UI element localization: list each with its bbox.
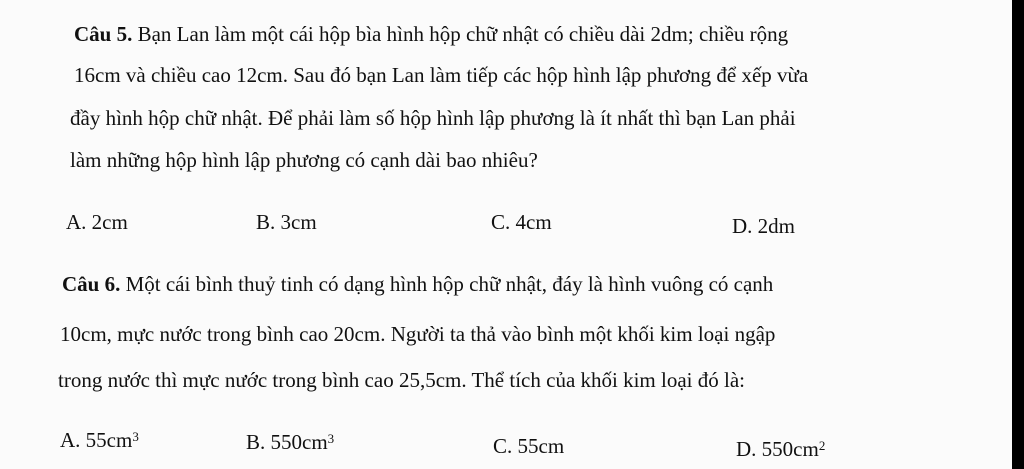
q6-option-d-sup: 2 xyxy=(818,438,826,453)
q6-option-a-sup: 3 xyxy=(132,429,139,444)
q6-option-a xyxy=(60,428,139,452)
q5-line-1 xyxy=(74,22,788,46)
q5-line-4: làm những hộp hình lập phương có cạnh dài bao nhiêu? xyxy=(70,148,538,172)
q6-option-d xyxy=(736,437,825,461)
q5-line-3: đầy hình hộp chữ nhật. Để phải làm số hộp hình lập phương là ít nhất thì bạn Lan phải xyxy=(70,106,796,130)
q5-option-b: B. 3cm xyxy=(256,210,317,234)
q6-line-2: 10cm, mực nước trong bình cao 20cm. Người ta thả vào bình một khối kim loại ngập xyxy=(60,322,776,346)
q5-option-a: A. 2cm xyxy=(66,210,128,234)
q5-label: Câu 5. xyxy=(74,22,133,46)
q6-label: Câu 6. xyxy=(62,272,121,296)
q5-option-d: D. 2dm xyxy=(732,214,795,238)
q5-line-2: 16cm và chiều cao 12cm. Sau đó bạn Lan làm tiếp các hộp hình lập phương để xếp vừa xyxy=(74,63,809,87)
q6-option-d-text: D. 550cm xyxy=(736,437,819,461)
q6-line-1 xyxy=(62,272,773,296)
q5-text-1: Bạn Lan làm một cái hộp bìa hình hộp chữ nhật có chiều dài 2dm; chiều rộng xyxy=(132,22,789,46)
q6-option-b xyxy=(246,430,334,454)
q6-text-1: Một cái bình thuỷ tinh có dạng hình hộp chữ nhật, đáy là hình vuông có cạnh xyxy=(120,272,774,296)
q5-option-c: C. 4cm xyxy=(491,210,552,234)
q6-option-a-text: A. 55cm xyxy=(60,428,133,452)
q6-option-b-text: B. 550cm xyxy=(246,430,328,454)
q6-line-3: trong nước thì mực nước trong bình cao 25,5cm. Thể tích của khối kim loại đó là: xyxy=(58,368,745,392)
q6-option-c: C. 55cm xyxy=(493,434,565,458)
q6-option-b-sup: 3 xyxy=(327,431,335,446)
